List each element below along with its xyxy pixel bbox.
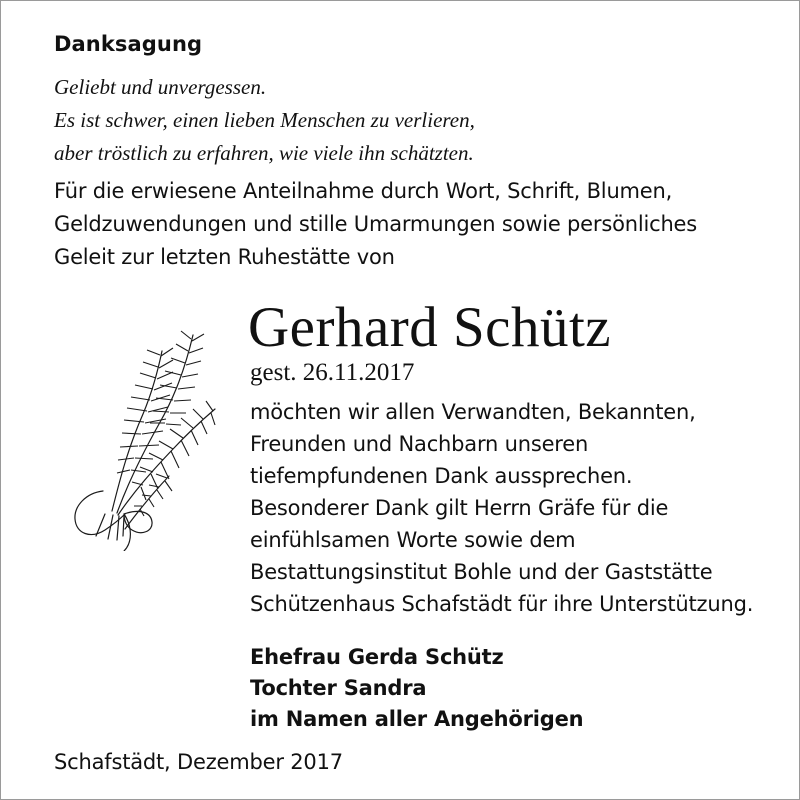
message-line: möchten wir allen Verwandten, Bekannten, <box>250 400 696 424</box>
signers-block <box>250 642 770 735</box>
signer-line: Tochter Sandra <box>250 676 427 700</box>
quote-line: Es ist schwer, einen lieben Menschen zu verlieren, <box>54 108 475 132</box>
message-line: Bestattungsinstitut Bohle und der Gaststätte <box>250 560 713 584</box>
intro-line: Geleit zur letzten Ruhestätte von <box>54 245 395 269</box>
message-line: Freunden und Nachbarn unseren <box>250 432 589 456</box>
signer-line: Ehefrau Gerda Schütz <box>250 645 504 669</box>
message-line: einfühlsamen Worte sowie dem <box>250 528 576 552</box>
memorial-quote <box>54 71 734 170</box>
fern-bouquet-icon <box>53 316 243 551</box>
message-line: Schützenhaus Schafstädt für ihre Unterstützung. <box>250 592 754 616</box>
notice-heading: Danksagung <box>54 32 203 56</box>
gratitude-message <box>250 396 790 620</box>
place-date: Schafstädt, Dezember 2017 <box>54 750 343 774</box>
intro-line: Geldzuwendungen und stille Umarmungen sowie persönliches <box>54 212 698 236</box>
quote-line: Geliebt und unvergessen. <box>54 75 267 99</box>
intro-line: Für die erwiesene Anteilnahme durch Wort, Schrift, Blumen, <box>54 179 673 203</box>
death-date: gest. 26.11.2017 <box>250 359 415 386</box>
message-line: Besonderer Dank gilt Herrn Gräfe für die <box>250 496 669 520</box>
deceased-name: Gerhard Schütz <box>248 296 612 359</box>
signer-line: im Namen aller Angehörigen <box>250 707 584 731</box>
quote-line: aber tröstlich zu erfahren, wie viele ihn schätzten. <box>54 141 474 165</box>
gratitude-intro <box>54 175 774 274</box>
message-line: tiefempfundenen Dank aussprechen. <box>250 464 633 488</box>
